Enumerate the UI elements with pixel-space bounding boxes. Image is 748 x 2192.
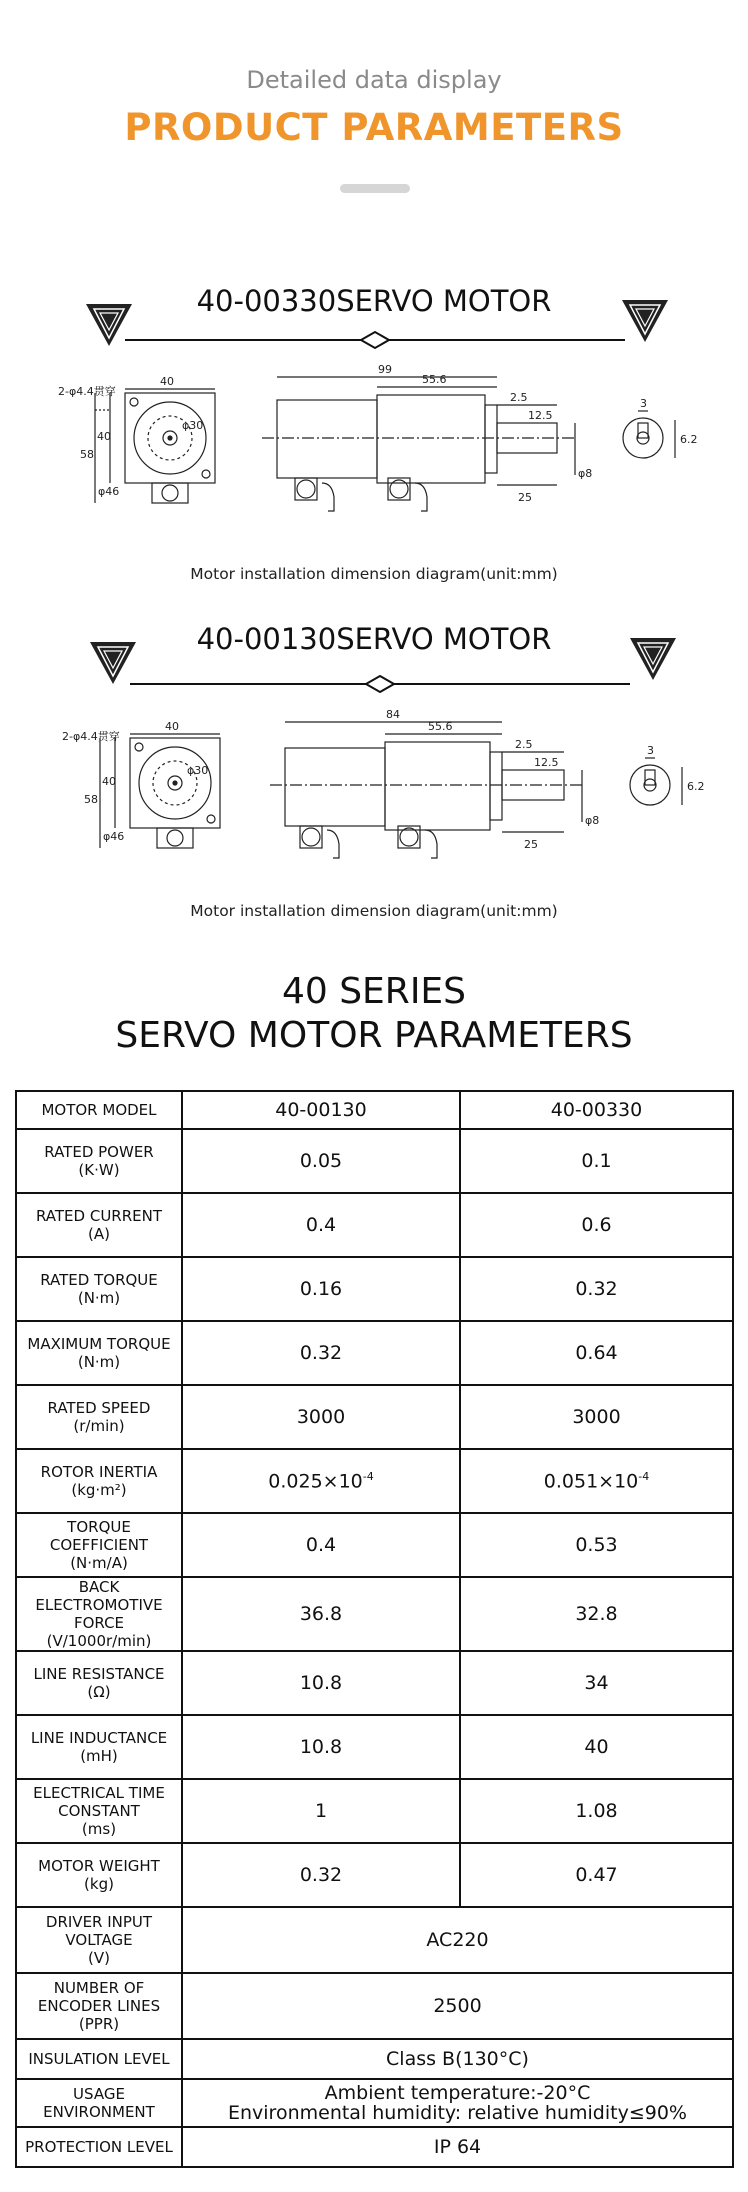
row-label — [16, 1651, 182, 1715]
value-model-1 — [182, 1321, 460, 1385]
value-text: 0.6 — [581, 1214, 612, 1236]
dim-pcd: φ46 — [103, 830, 125, 843]
param-unit: (N·m) — [77, 1289, 121, 1307]
value-text: 36.8 — [299, 1603, 343, 1625]
dim-hole: 2-φ4.4贯穿 — [62, 730, 120, 743]
title-divider — [125, 328, 625, 352]
param-unit: (kg·m²) — [71, 1481, 127, 1499]
value-text: 34 — [584, 1672, 609, 1694]
param-name: LINE RESISTANCE — [33, 1665, 165, 1683]
value-model-2 — [460, 1651, 733, 1715]
dim-key-w: 3 — [647, 744, 654, 757]
param-name: RATED TORQUE — [40, 1271, 158, 1289]
dim-length: 99 — [378, 365, 392, 376]
param-name: LINE INDUCTANCE — [30, 1729, 168, 1747]
param-unit: (kg) — [84, 1875, 114, 1893]
param-unit: (mH) — [80, 1747, 118, 1765]
param-unit: (PPR) — [78, 2015, 120, 2033]
value-text: 0.05 — [299, 1150, 343, 1172]
param-name: NUMBER OF ENCODER LINES — [37, 1979, 161, 2015]
param-unit: (N·m/A) — [70, 1554, 128, 1572]
value-model-2 — [460, 1715, 733, 1779]
value-text: 40 — [584, 1736, 609, 1758]
param-name: MOTOR WEIGHT — [38, 1857, 160, 1875]
param-name: DRIVER INPUT VOLTAGE — [45, 1913, 153, 1949]
table-row — [16, 1449, 733, 1513]
dim-body: 55.6 — [422, 373, 447, 386]
value-text: 0.64 — [575, 1342, 618, 1364]
dim-shaft: φ30 — [187, 764, 209, 777]
table-row — [16, 1577, 733, 1651]
section-subtitle: Detailed data display — [246, 66, 502, 94]
diagram-caption: Motor installation dimension diagram(unit:mm) — [190, 902, 558, 920]
value-model-1 — [182, 1449, 460, 1513]
param-name: ROTOR INERTIA — [40, 1463, 158, 1481]
dim-pcd: φ46 — [98, 485, 120, 498]
value-model-1 — [182, 1715, 460, 1779]
table-row — [16, 2079, 733, 2127]
title-underline — [340, 184, 410, 193]
value-merged — [182, 2127, 733, 2167]
dim-flange: 40 — [165, 720, 179, 733]
value-text: 0.4 — [305, 1534, 337, 1556]
value-text: 0.4 — [305, 1214, 337, 1236]
param-name: TORQUE COEFFICIENT — [49, 1518, 149, 1554]
value-text: IP 64 — [433, 2136, 482, 2158]
dim-body: 55.6 — [428, 720, 453, 733]
value-model-1 — [182, 1577, 460, 1651]
value-text: 0.1 — [581, 1150, 612, 1172]
table-row — [16, 1257, 733, 1321]
value-model-1 — [182, 1843, 460, 1907]
table-header-row — [16, 1091, 733, 1129]
value-text: 10.8 — [299, 1736, 343, 1758]
value-text: Class B(130°C) — [386, 2048, 529, 2070]
value-text: 0.025×10 — [268, 1470, 363, 1493]
value-merged — [182, 2039, 733, 2079]
param-name: RATED CURRENT — [35, 1207, 163, 1225]
series-title-line1: 40 SERIES — [281, 971, 467, 1012]
value-model-1 — [182, 1779, 460, 1843]
value-text-2: Environmental humidity: relative humidity≤90% — [227, 2102, 687, 2124]
value-text: 1.08 — [575, 1800, 618, 1822]
param-unit: (V/1000r/min) — [46, 1632, 152, 1650]
row-label — [16, 1843, 182, 1907]
param-name: MAXIMUM TORQUE — [27, 1335, 171, 1353]
series-title — [0, 970, 748, 1058]
section-title: PRODUCT PARAMETERS — [124, 106, 624, 149]
row-label — [16, 1193, 182, 1257]
param-name: INSULATION LEVEL — [28, 2050, 170, 2068]
dim-square: 40 — [102, 775, 116, 788]
value-model-2 — [460, 1129, 733, 1193]
dim-shaft: φ30 — [182, 419, 204, 432]
row-label — [16, 1779, 182, 1843]
dim-key: 12.5 — [528, 409, 553, 422]
value-exponent: -4 — [362, 1469, 374, 1483]
table-row — [16, 1193, 733, 1257]
diagram-caption: Motor installation dimension diagram(unit:mm) — [190, 565, 558, 583]
header-model-1: 40-00130 — [182, 1091, 460, 1129]
dim-step: 2.5 — [515, 738, 533, 751]
table-row — [16, 1715, 733, 1779]
dim-flange: 40 — [160, 375, 174, 388]
value-model-1 — [182, 1385, 460, 1449]
param-name: ELECTRICAL TIME CONSTANT — [33, 1784, 165, 1820]
table-row — [16, 1129, 733, 1193]
param-name: PROTECTION LEVEL — [25, 2138, 173, 2156]
value-model-2 — [460, 1385, 733, 1449]
parameters-table — [15, 1090, 734, 2168]
param-name: USAGE ENVIRONMENT — [43, 2085, 155, 2121]
table-row — [16, 1513, 733, 1577]
dim-height: 58 — [84, 793, 98, 806]
value-merged — [182, 1973, 733, 2039]
param-unit: (Ω) — [87, 1683, 111, 1701]
header-model-2: 40-00330 — [460, 1091, 733, 1129]
value-model-1 — [182, 1193, 460, 1257]
motor-title: 40-00330SERVO MOTOR — [196, 284, 552, 318]
table-row — [16, 1651, 733, 1715]
dim-key-h: 6.2 — [680, 433, 698, 446]
value-model-2 — [460, 1321, 733, 1385]
value-text: AC220 — [426, 1929, 489, 1951]
value-text: 2500 — [433, 1995, 482, 2017]
value-model-2 — [460, 1577, 733, 1651]
header-label: MOTOR MODEL — [16, 1091, 182, 1129]
motor-title: 40-00130SERVO MOTOR — [196, 622, 552, 656]
param-name: RATED SPEED — [47, 1399, 151, 1417]
value-model-2 — [460, 1513, 733, 1577]
value-model-2 — [460, 1779, 733, 1843]
value-model-2 — [460, 1843, 733, 1907]
value-merged — [182, 1907, 733, 1973]
value-model-1 — [182, 1257, 460, 1321]
param-unit: (ms) — [81, 1820, 117, 1838]
row-label — [16, 1973, 182, 2039]
dim-step: 2.5 — [510, 391, 528, 404]
param-unit: (N·m) — [77, 1353, 121, 1371]
table-row — [16, 2127, 733, 2167]
value-text: 0.32 — [299, 1864, 343, 1886]
value-text: 0.47 — [575, 1864, 618, 1886]
dim-shaft-len: 25 — [524, 838, 538, 851]
value-text: 3000 — [296, 1406, 346, 1428]
table-row — [16, 1385, 733, 1449]
row-label — [16, 1715, 182, 1779]
dim-hole: 2-φ4.4贯穿 — [58, 385, 116, 398]
dim-length: 84 — [386, 710, 400, 721]
table-row — [16, 1321, 733, 1385]
value-model-1 — [182, 1513, 460, 1577]
dimension-diagram — [0, 365, 748, 565]
value-text: 0.32 — [299, 1342, 343, 1364]
row-label — [16, 1385, 182, 1449]
param-name: RATED POWER — [44, 1143, 154, 1161]
row-label — [16, 2127, 182, 2167]
value-text: 1 — [314, 1800, 328, 1822]
dim-square: 40 — [97, 430, 111, 443]
row-label — [16, 1321, 182, 1385]
dim-key: 12.5 — [534, 756, 559, 769]
row-label — [16, 1257, 182, 1321]
value-text: 0.53 — [575, 1534, 618, 1556]
row-label — [16, 1907, 182, 1973]
param-unit: (A) — [88, 1225, 110, 1243]
dim-shaft-d: φ8 — [578, 467, 593, 480]
dim-height: 58 — [80, 448, 94, 461]
row-label — [16, 1129, 182, 1193]
table-row — [16, 1843, 733, 1907]
param-unit: (r/min) — [73, 1417, 125, 1435]
value-model-1 — [182, 1651, 460, 1715]
title-divider — [130, 672, 630, 696]
value-model-2 — [460, 1449, 733, 1513]
row-label — [16, 1449, 182, 1513]
value-text: 3000 — [572, 1406, 621, 1428]
value-text: Ambient temperature:-20°C — [324, 2082, 591, 2104]
table-row — [16, 1907, 733, 1973]
value-model-1 — [182, 1129, 460, 1193]
dim-shaft-d: φ8 — [585, 814, 600, 827]
dim-key-w: 3 — [640, 397, 647, 410]
value-model-2 — [460, 1193, 733, 1257]
table-row — [16, 1973, 733, 2039]
series-title-line2: SERVO MOTOR PARAMETERS — [115, 1015, 633, 1056]
param-unit: (K·W) — [78, 1161, 120, 1179]
table-row — [16, 1779, 733, 1843]
dim-key-h: 6.2 — [687, 780, 705, 793]
row-label — [16, 1513, 182, 1577]
param-unit: (V) — [88, 1949, 110, 1967]
value-exponent: -4 — [638, 1469, 650, 1483]
value-text: 10.8 — [299, 1672, 343, 1694]
row-label — [16, 1577, 182, 1651]
table-row — [16, 2039, 733, 2079]
param-name: BACK ELECTROMOTIVE FORCE — [35, 1578, 163, 1632]
value-model-2 — [460, 1257, 733, 1321]
value-text: 0.32 — [575, 1278, 618, 1300]
row-label — [16, 2039, 182, 2079]
value-text: 0.051×10 — [543, 1470, 639, 1493]
dimension-diagram — [0, 710, 748, 910]
value-text: 32.8 — [575, 1603, 618, 1625]
dim-shaft-len: 25 — [518, 491, 532, 504]
value-merged — [182, 2079, 733, 2127]
value-text: 0.16 — [299, 1278, 343, 1300]
row-label — [16, 2079, 182, 2127]
